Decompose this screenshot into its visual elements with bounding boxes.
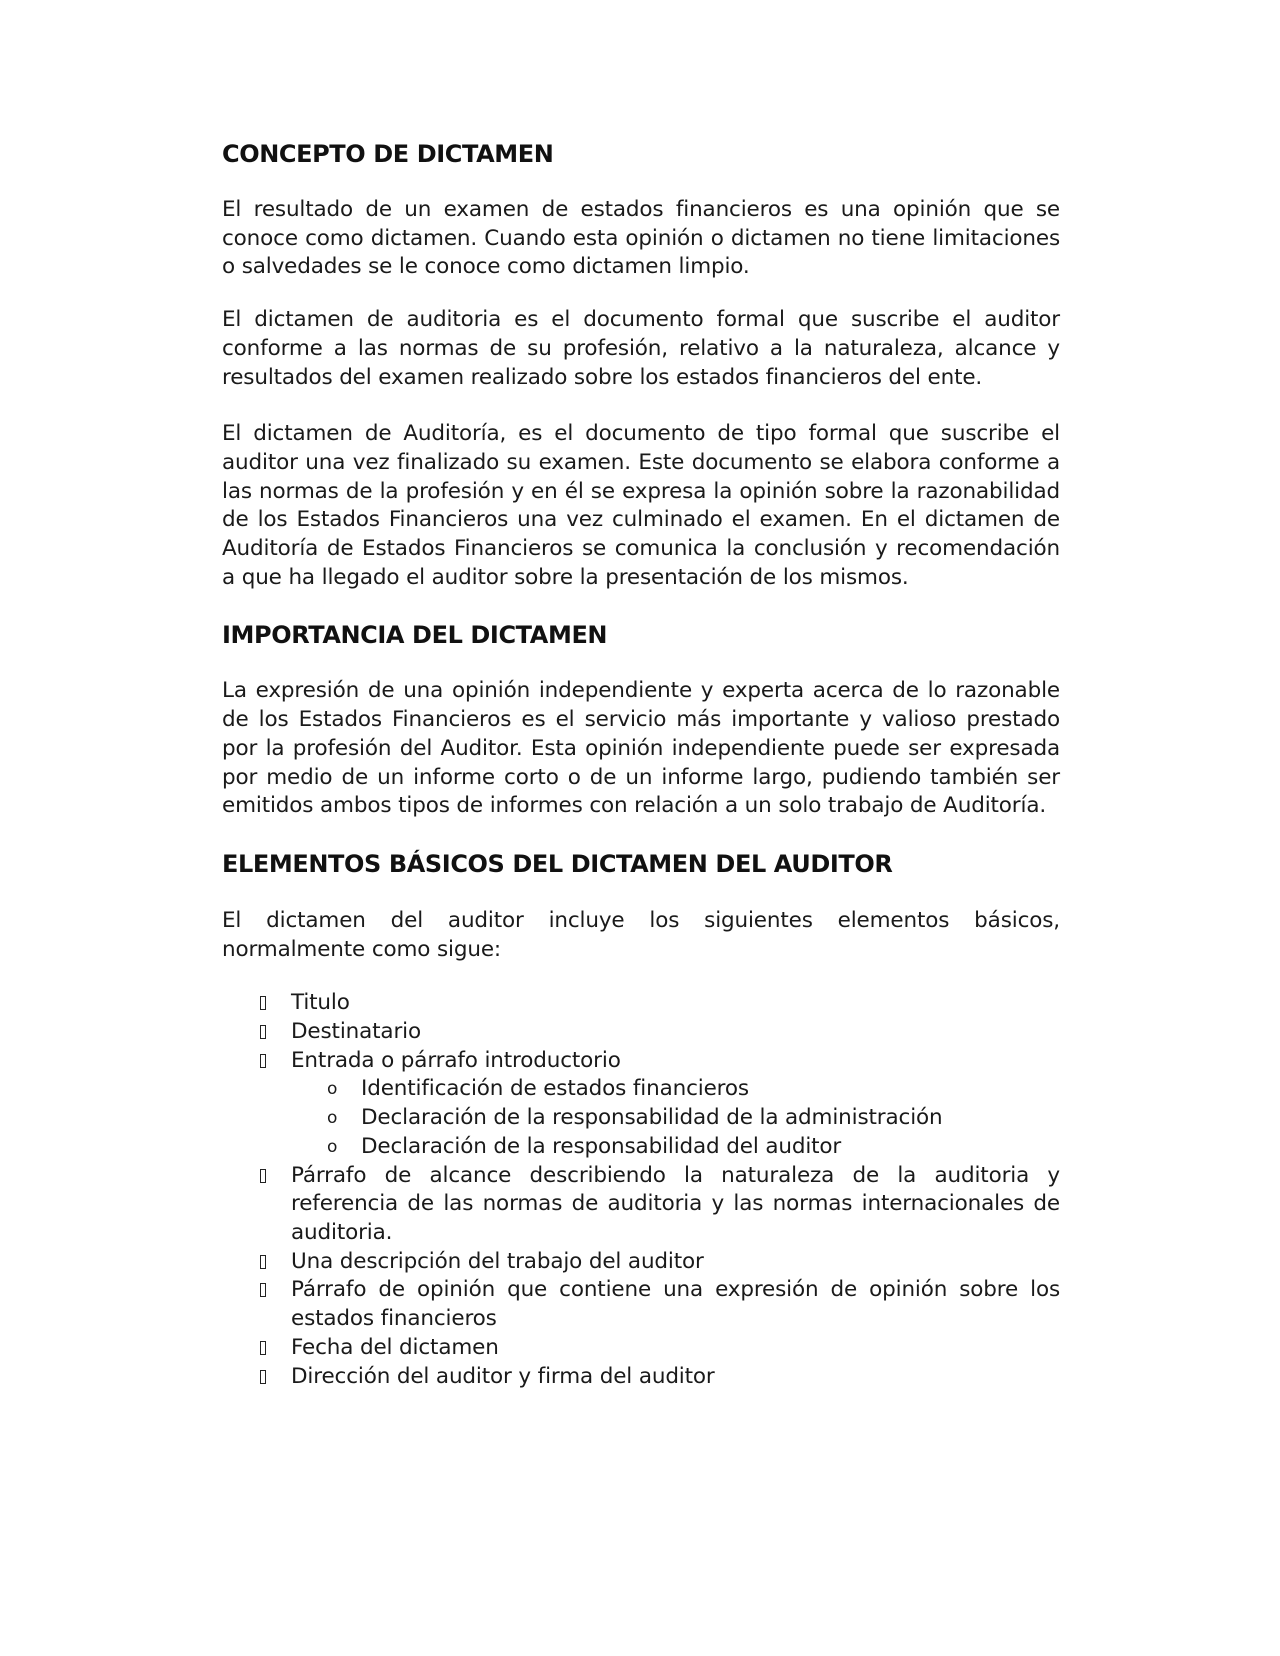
list-item-text: Una descripción del trabajo del auditor: [291, 1248, 704, 1274]
document-page: [222, 140, 1060, 1391]
paragraph-concepto-3: El dictamen de Auditoría, es el documento de tipo formal que suscribe el auditor una vez finalizado su examen. Este documento se elabora conforme a las normas de la profesión y en él se expresa la opinión sobre la razonabilidad de los Estados Financieros una vez culminado el examen. En el dictamen de Auditoría de Estados Financieros se comunica la conclusión y recomendación a que ha llegado el auditor sobre la presentación de los mismos.: [222, 421, 1060, 590]
sub-list-item: [291, 1075, 1060, 1104]
list-item-text: Titulo: [291, 990, 350, 1016]
list-item: [222, 1276, 1060, 1333]
sub-list-item-text: Declaración de la responsabilidad de la administración: [361, 1105, 943, 1131]
paragraph-concepto-1: El resultado de un examen de estados financieros es una opinión que se conoce como dictamen. Cuando esta opinión o dictamen no tiene limitaciones o salvedades se le conoce como dictamen limpio.: [222, 197, 1060, 280]
circle-bullet-icon: o: [327, 1136, 338, 1157]
list-item: [222, 1047, 1060, 1162]
bullet-box-icon: [260, 1025, 266, 1039]
sub-list-item-text: Declaración de la responsabilidad del auditor: [361, 1133, 842, 1159]
bullet-box-icon: [260, 1054, 266, 1068]
bullet-box-icon: [260, 1283, 266, 1297]
sub-list-item-text: Identificación de estados financieros: [361, 1076, 749, 1102]
list-item-text: Fecha del dictamen: [291, 1334, 499, 1360]
sub-elements-list: [291, 1075, 1060, 1161]
list-item: [222, 989, 1060, 1018]
circle-bullet-icon: o: [327, 1108, 338, 1129]
list-item-text: Destinatario: [291, 1019, 421, 1045]
paragraph-concepto-2: El dictamen de auditoria es el documento formal que suscribe el auditor conforme a las normas de su profesión, relativo a la naturaleza, alcance y resultados del examen realizado sobre los estados financieros del ente.: [222, 307, 1060, 390]
paragraph-importancia: La expresión de una opinión independiente y experta acerca de lo razonable de los Estados Financieros es el servicio más importante y valioso prestado por la profesión del Auditor. Esta opinión independiente puede ser expresada por medio de un informe corto o de un informe largo, pudiendo también ser emitidos ambos tipos de informes con relación a un solo trabajo de Auditoría.: [222, 678, 1060, 819]
list-item: [222, 1162, 1060, 1248]
list-item: [222, 1018, 1060, 1047]
list-item-text: Párrafo de alcance describiendo la naturaleza de la auditoria y referencia de las normas de auditoria y las normas internacionales de auditoria.: [291, 1162, 1060, 1245]
heading-elementos-basicos: ELEMENTOS BÁSICOS DEL DICTAMEN DEL AUDITOR: [222, 849, 893, 878]
list-item-text: Párrafo de opinión que contiene una expresión de opinión sobre los estados financieros: [291, 1277, 1060, 1332]
elements-list: [222, 989, 1060, 1391]
bullet-box-icon: [260, 1341, 266, 1355]
heading-concepto-dictamen: CONCEPTO DE DICTAMEN: [222, 140, 554, 168]
bullet-box-icon: [260, 1169, 266, 1183]
bullet-box-icon: [260, 1370, 266, 1384]
sub-list-item: [291, 1133, 1060, 1162]
list-item-text: Dirección del auditor y firma del auditor: [291, 1363, 715, 1389]
heading-importancia-dictamen: IMPORTANCIA DEL DICTAMEN: [222, 621, 608, 650]
list-item: [222, 1363, 1060, 1392]
list-item-text: Entrada o párrafo introductorio: [291, 1047, 621, 1073]
bullet-box-icon: [260, 996, 266, 1010]
bullet-box-icon: [260, 1255, 266, 1269]
list-item: [222, 1248, 1060, 1277]
circle-bullet-icon: o: [327, 1079, 338, 1100]
list-item: [222, 1334, 1060, 1363]
paragraph-elementos-intro: El dictamen del auditor incluye los siguientes elementos básicos, normalmente como sigue:: [222, 907, 1060, 962]
sub-list-item: [291, 1104, 1060, 1133]
